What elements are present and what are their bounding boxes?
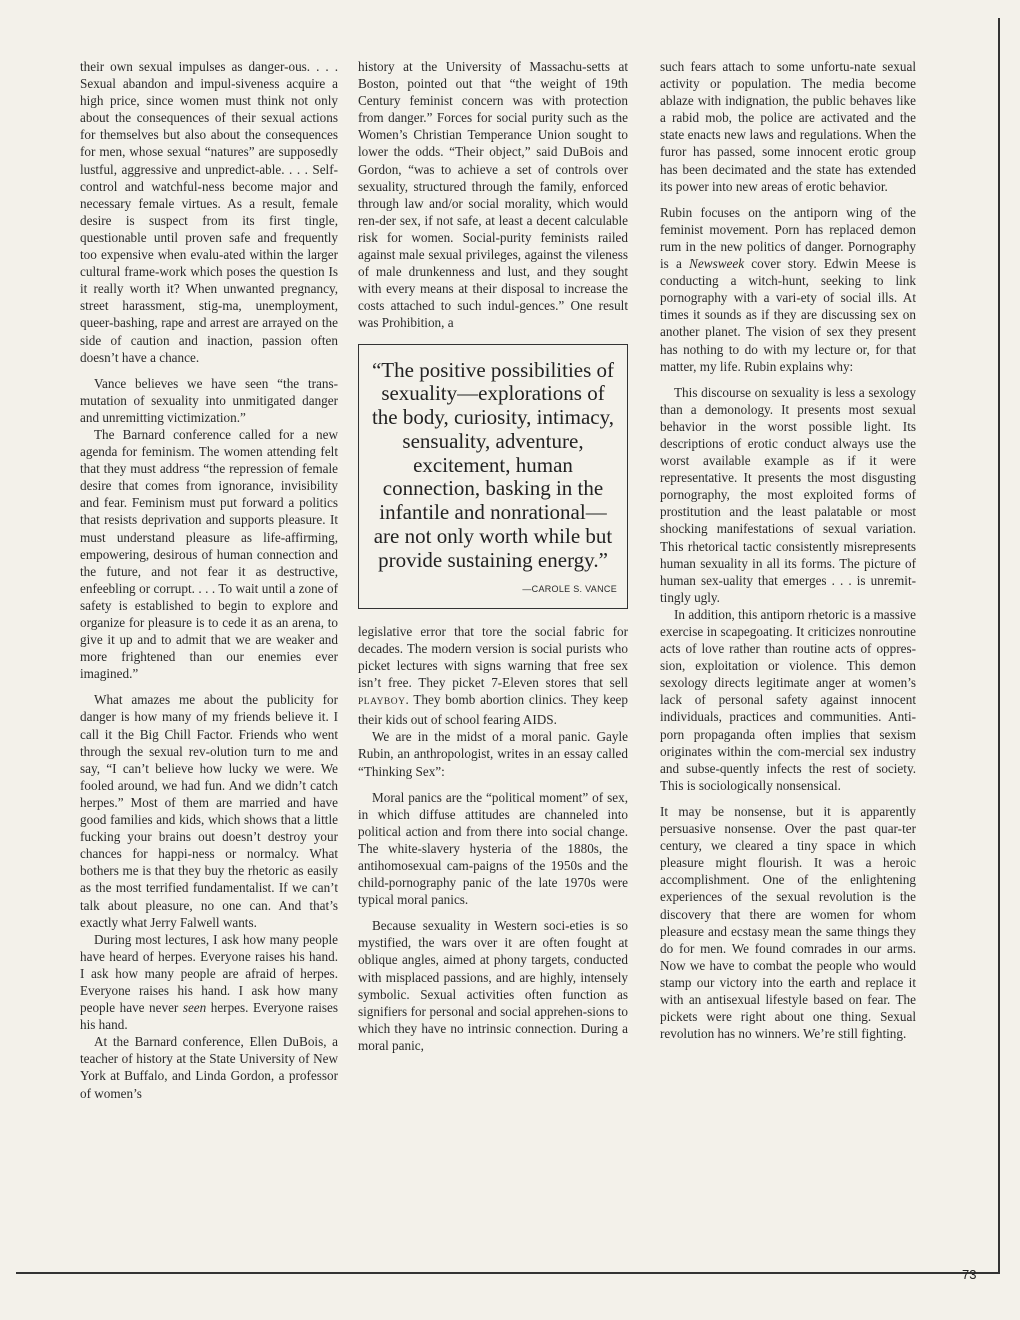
paragraph: Vance believes we have seen “the trans-mutation of sexuality into unmitigated danger and unremitting victimization.” (80, 375, 338, 425)
emphasis: Newsweek (689, 256, 745, 272)
block-quote: This discourse on sexuality is less a sexology than a demonology. It presents most sexual behavior in the worst possible light. Its descriptions of erotic conduct always use the worst available example as if it were representative. It presents the most disgusting pornography, the most exploited forms of prostitution and the least palatable or most shocking manifestations of sexual variation. This rhetorical tactic consistently misrepresents human sexuality in all its forms. The picture of human sex-uality that emerges . . . is unremit-tingly ugly. (660, 384, 916, 605)
emphasis: seen (182, 1000, 207, 1016)
paragraph: Rubin focuses on the antiporn wing of the feminist movement. Porn has replaced demon rum in the new politics of danger. Pornography is a Newsweek cover story. Edwin Meese is conducting a witch-hunt, seeking to link pornography with a vari-ety of social ills. At times it sounds as if they are discussing sex on another planet. The vision of sex they present has nothing to do with my lecture or, for that matter, my life. Rubin explains why: (660, 204, 916, 374)
paragraph: their own sexual impulses as danger-ous. . . . Sexual abandon and impul-siveness acquire a high price, since women must think not only about the consequences of their sexual actions for themselves but also about the consequences for men, whose sexual “natures” are supposedly lustful, aggressive and unpredict-able. . . . Self-control and watchful-ness become major and necessary female virtues. As a result, female desire is suspect from its first tingle, questionable until proven safe and frequently too expensive when evalu-ated within the larger cultural frame-work which poses the question Is it really worth it? When unwanted pregnancy, street harassment, stig-ma, unemployment, queer-bashing, rape and arrest are arrayed on the side of caution and inaction, passion often doesn’t have a chance. (80, 59, 338, 365)
paragraph: We are in the midst of a moral panic. Gayle Rubin, an anthropologist, writes in an essay called “Thinking Sex”: (358, 729, 628, 779)
block-quote: such fears attach to some unfortu-nate sexual activity or population. The media become ablaze with indignation, the public behaves like a rabid mob, the police are activated and the state enacts new laws and regulations. When the furor has passed, some innocent erotic group has been decimated and the state has extended its power into new areas of erotic behavior. (660, 59, 916, 194)
pull-quote-attribution: —CAROLE S. VANCE (522, 583, 617, 594)
column-3 (660, 58, 916, 1042)
paragraph: It may be nonsense, but it is apparently persuasive nonsense. Over the past quar-ter century, we cleared a tiny space in which pleasure might flourish. It was a heroic accomplishment. One of the enlightening experiences of the sexual revolution is the discovery that there are women for whom pleasure and ecstasy mean the same things they do for men. We found comrades in our arms. Now we have to combat the people who would stamp our victory into the earth and replace it with an antisexual lifestyle based on fear. The pickets were right about one thing. Sexual revolution has no winners. We’re still fighting. (660, 803, 916, 1042)
paragraph: At the Barnard conference, Ellen DuBois, a teacher of history at the State University of New York at Buffalo, and Linda Gordon, a professor of women’s (80, 1034, 338, 1101)
block-quote: Because sexuality in Western soci-eties is so mystified, the wars over it are often fought at oblique angles, aimed at phony targets, conducted with misplaced passions, and are highly, intensely symbolic. Sexual activities often function as signifiers for personal and social apprehen-sions to which they have no intrinsic connection. During a moral panic, (358, 918, 628, 1053)
paragraph: What amazes me about the publicity for danger is how many of my friends believe it. I call it the Big Chill Factor. Friends who went through the sexual rev-olution turn to me and say, “I can’t believe how lucky we were. We fooled around, we had fun. And we didn’t catch herpes.” Most of them are married and have good families and kids, which shows that a little fucking your brains out doesn’t destroy your chances for happi-ness or normalcy. What bothers me is that they buy the rhetoric as easily as the most terrified fundamentalist. If we can’t talk about pleasure, no one can. And that’s exactly what Jerry Falwell wants. (80, 692, 338, 930)
paragraph: legislative error that tore the social fabric for decades. The modern version is social purists who picket lectures with signs warning that free sex isn’t free. They picket 7-Eleven stores that sell PLAYBOY. They bomb abortion clinics. They keep their kids out of school fearing AIDS. (358, 623, 628, 728)
pull-quote-box (358, 344, 628, 609)
page-number: 73 (962, 1267, 977, 1282)
paragraph: During most lectures, I ask how many people have heard of herpes. Everyone raises his hand. I ask how many people are afraid of herpes. Everyone raises his hand. I ask how many people have never seen herpes. Everyone raises his hand. (80, 931, 338, 1033)
paragraph: The Barnard conference called for a new agenda for feminism. The women attending felt that they must address “the repression of female desire that comes from ignorance, invisibility and fear. Feminism must put forward a politics that resists deprivation and supports pleasure. It must understand pleasure as life-affirming, empowering, desirous of human connection and the future, and not fear it as destructive, enfeebling or corrupt. . . . To wait until a zone of safety is established to begin to explore and organize for pleasure is to cede it as an arena, to give it up and to admit that we are weaker and more frightened than our enemies ever imagined.” (80, 426, 338, 682)
pull-quote: “The positive possibilities of sexuality—explorations of the body, curiosity, intimacy, sensuality, adventure, excitement, human connection, basking in the infantile and nonrational—are not only worth while but provide sustaining energy.” (371, 357, 615, 572)
column-1 (80, 58, 338, 1102)
small-caps-text: PLAYBOY (358, 697, 406, 708)
block-quote: Moral panics are the “political moment” of sex, in which diffuse attitudes are channeled into political action and from there into social change. The white-slavery hysteria of the 1880s, the antihomosexual cam-paigns of the 1950s and the child-pornography panic of the late 1970s were typical moral panics. (358, 789, 628, 908)
paragraph: history at the University of Massachu-setts at Boston, pointed out that “the weight of 19th Century feminist concern was with protection from danger.” Forces for social purity such as the Women’s Christian Temperance Union sought to lower the odds. “Their object,” said DuBois and Gordon, “was to achieve a set of controls over sexuality, structured through the family, enforced through law and/or social morality, which would ren-der sex, if not safe, at least a decent calculable risk for women. Social-purity feminists railed against male sexual privileges, against the vileness of male drunkenness and lust, and they sought with every means at their disposal to increase the costs attached to such indul-gences.” One result was Prohibition, a (358, 59, 628, 331)
block-quote: In addition, this antiporn rhetoric is a massive exercise in scapegoating. It criticizes nonroutine acts of love rather than routine acts of oppres-sion, exploitation or violence. This demon sexology directs legitimate anger at women’s lack of personal safety against innocent individuals, practices and communities. Anti-porn propaganda often implies that sexism originates within the com-mercial sex industry and subse-quently infects the rest of society. This is sociologically nonsensical. (660, 606, 916, 793)
column-2 (358, 58, 628, 1054)
